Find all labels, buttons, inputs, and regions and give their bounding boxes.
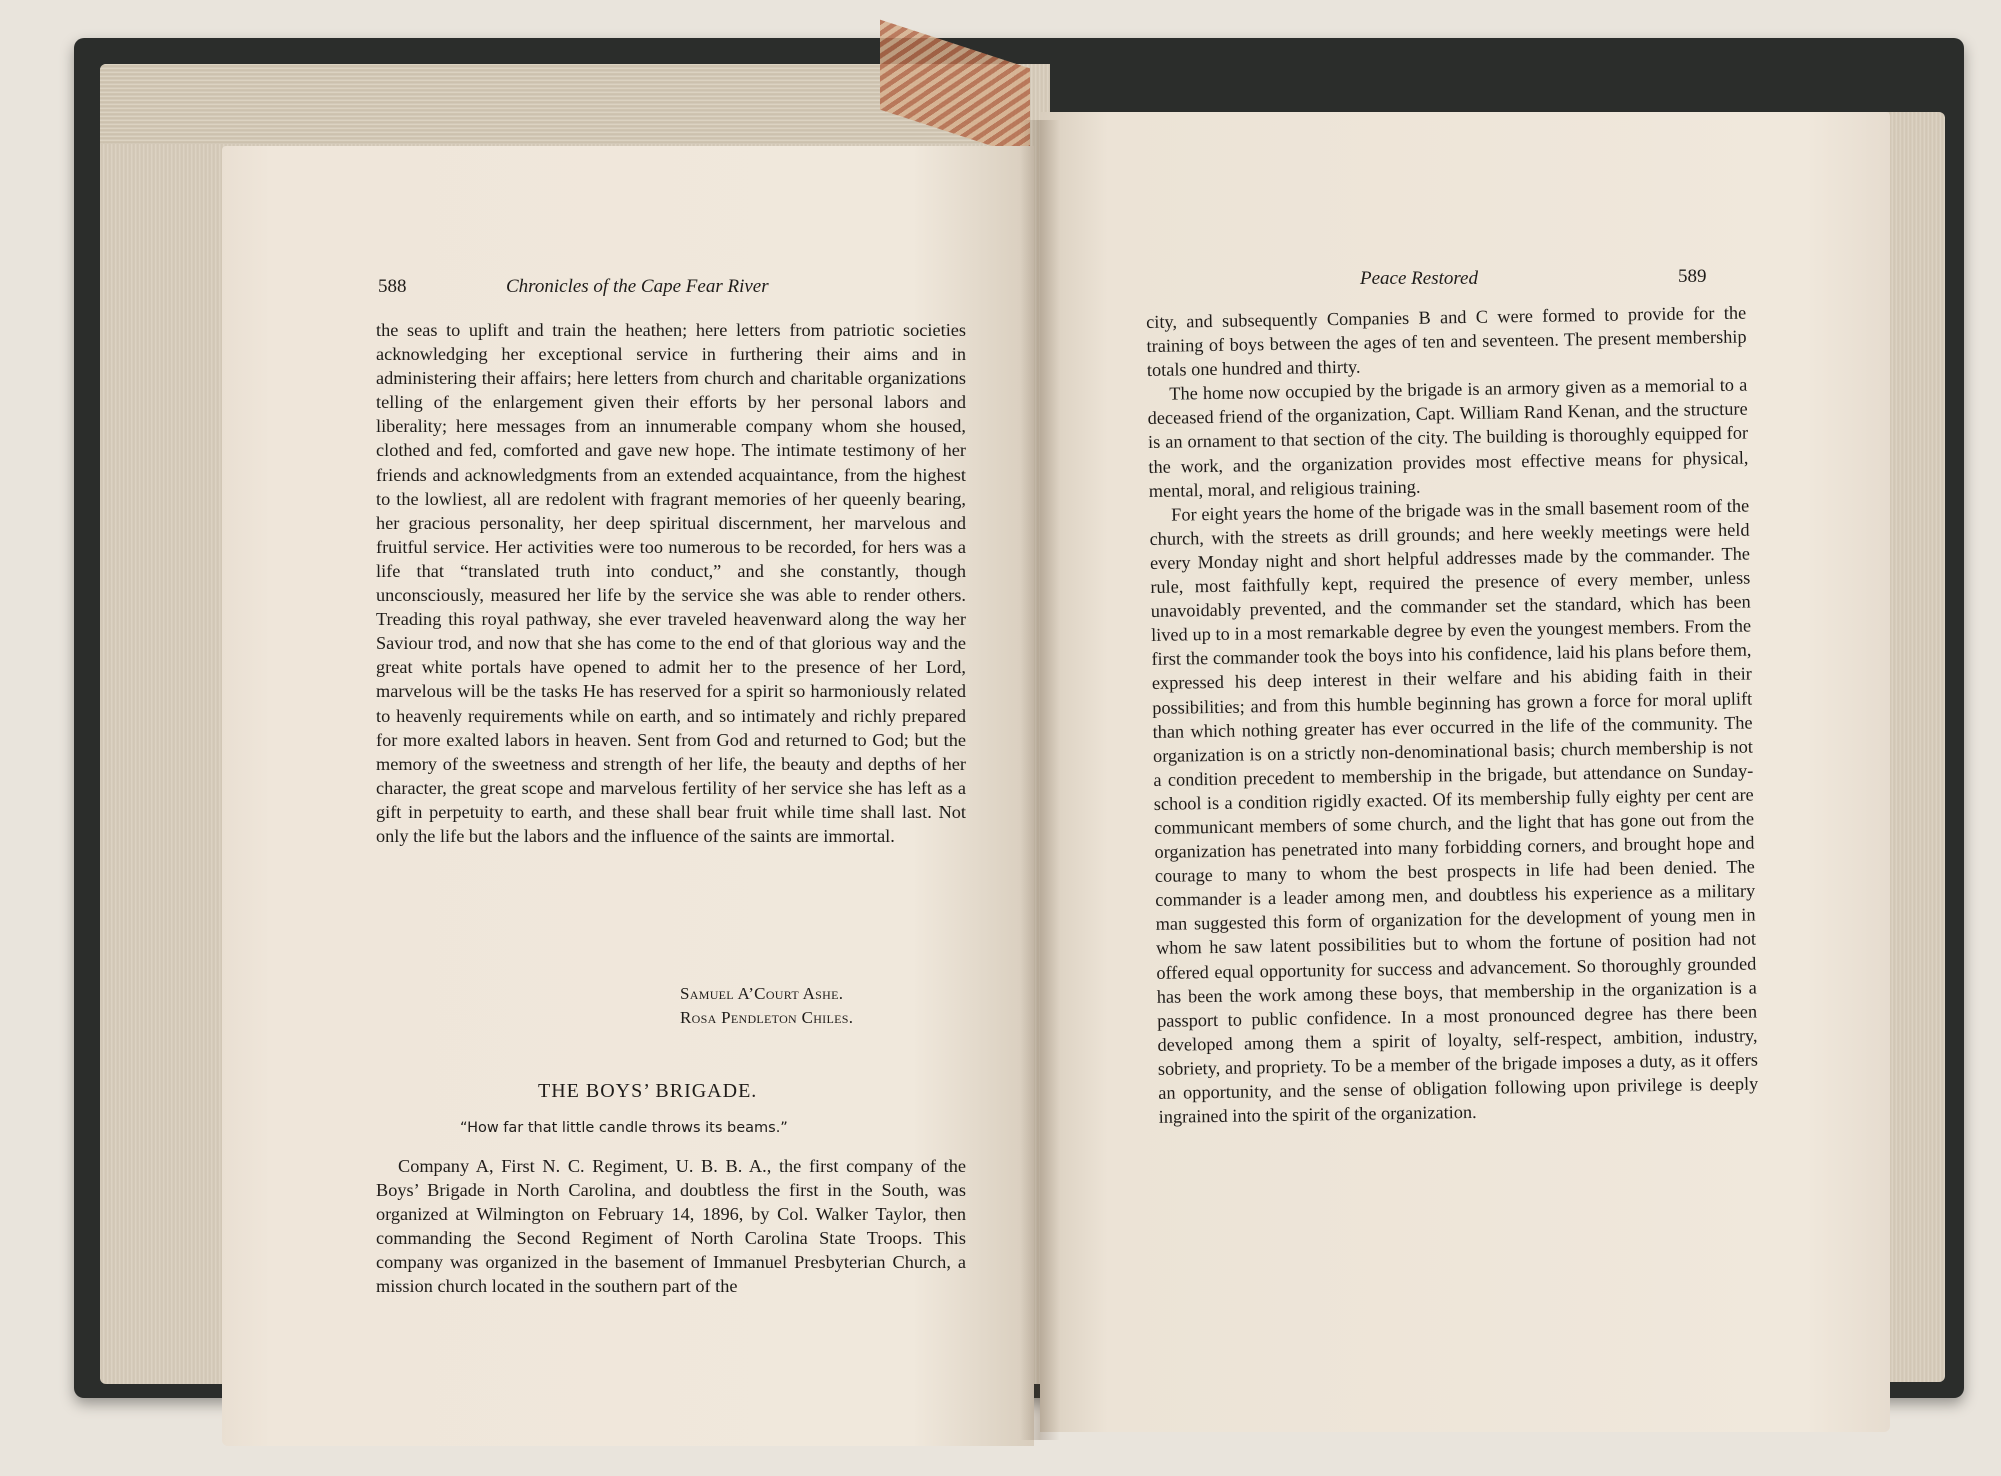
- epigraph: “How far that little candle throws its beams.”: [460, 1120, 788, 1136]
- body-text: [376, 1154, 966, 1299]
- gutter-shadow: [1020, 120, 1060, 1440]
- left-page: [222, 146, 1034, 1446]
- paragraph: city, and subsequently Companies B and C were formed to provide for the training of boys between the ages of ten and seventeen. The present membership totals one hundred and thirty.: [1146, 302, 1747, 381]
- right-page: [1040, 112, 1890, 1432]
- body-text: [1146, 301, 1759, 1130]
- running-head: Chronicles of the Cape Fear River: [506, 276, 769, 297]
- page-number: 588: [378, 276, 407, 297]
- paragraph: the seas to uplift and train the heathen; here letters from patriotic societies acknowledging her exceptional service in furthering their aims and in administering their affairs; here letters from church and charitable organizations telling of the enlargement given their efforts by her personal labors and liberality; here messages from an innumerable company whom she housed, clothed and fed, comforted and gave new hope. The intimate testimony of her friends and acknowledgments from an extended acquaintance, from the highest to the lowliest, all are redolent with fragrant memories of her queenly bearing, her gracious personality, her deep spiritual discernment, her marvelous and fruitful service. Her activities were too numerous to be recorded, for hers was a life that “translated truth into conduct,” and she constantly, though unconsciously, measured her life by the service she was able to render others. Treading this royal pathway, she ever traveled heavenward along the way her Saviour trod, and now that she has come to the end of that glorious way and the great white portals have opened to admit her to the presence of her Lord, marvelous will be the tasks He has reserved for a spirit so harmoniously related to heavenly requirements while on earth, and so intimately and richly prepared for more exalted labors in heaven. Sent from God and returned to God; but the memory of the sweetness and strength of her life, the beauty and depths of her character, the great scope and marvelous fertility of her service she has left as a gift in perpetuity to earth, and these shall bear fruit while time shall last. Not only the life but the labors and the influence of the saints are immortal.: [376, 320, 966, 846]
- top-page-edges: [100, 64, 980, 144]
- paragraph: Company A, First N. C. Regiment, U. B. B. A., the first company of the Boys’ Brigade in North Carolina, and doubtless the first in the South, was organized at Wilmington on February 14, 1896, by Col. Walker Taylor, then commanding the Second Regiment of North Carolina State Troops. This company was organized in the basement of Immanuel Presbyterian Church, a mission church located in the southern part of the: [376, 1156, 966, 1297]
- signature: Rosa Pendleton Chiles.: [680, 1008, 854, 1027]
- body-text: [376, 318, 966, 848]
- running-head: Peace Restored: [1360, 268, 1478, 289]
- page-number: 589: [1678, 266, 1707, 287]
- section-heading: THE BOYS’ BRIGADE.: [538, 1080, 758, 1102]
- signature: Samuel A’Court Ashe.: [680, 984, 844, 1003]
- paragraph: For eight years the home of the brigade was in the small basement room of the church, with the streets as drill grounds; and here weekly meetings were held every Monday night and short helpful addresses made by the commander. The rule, most faithfully kept, required the presence of every member, unless unavoidably prevented, and the commander set the standard, which has been lived up to in a most remarkable degree by even the youngest members. From the first the commander took the boys into his confidence, laid his plans before them, expressed his deep interest in their welfare and his abiding faith in their possibilities; and from this humble beginning has grown a force for moral uplift than which nothing greater has ever occurred in the life of the community. The organization is on a strictly non-denominational basis; church membership is not a condition precedent to membership in the brigade, but attendance on Sunday-school is a condition rigidly exacted. Of its membership fully eighty per cent are communicant members of some church, and the light that has gone out from the organization has penetrated into many forbidding corners, and brought hope and courage to many to whom the best prospects in life had been denied. The commander is a leader among men, and doubtless his experience as a military man suggested this form of organization for the development of young men in whom he saw latent possibilities but to whom the fortune of position had not offered equal opportunity for success and advancement. So thoroughly grounded has been the work among these boys, that membership in the organization is a passport to public confidence. In a most pronounced degree has there been developed among them a spirit of loyalty, self-respect, ambition, industry, sobriety, and propriety. To be a member of the brigade imposes a duty, as it offers an opportunity, and the sense of obligation following upon privilege is deeply ingrained into the spirit of the organization.: [1149, 495, 1759, 1127]
- paragraph: The home now occupied by the brigade is an armory given as a memorial to a deceased friend of the organization, Capt. William Rand Kenan, and the structure is an ornament to that section of the city. The building is thoroughly equipped for the work, and the organization provides most effective means for physical, mental, moral, and religious training.: [1147, 374, 1749, 501]
